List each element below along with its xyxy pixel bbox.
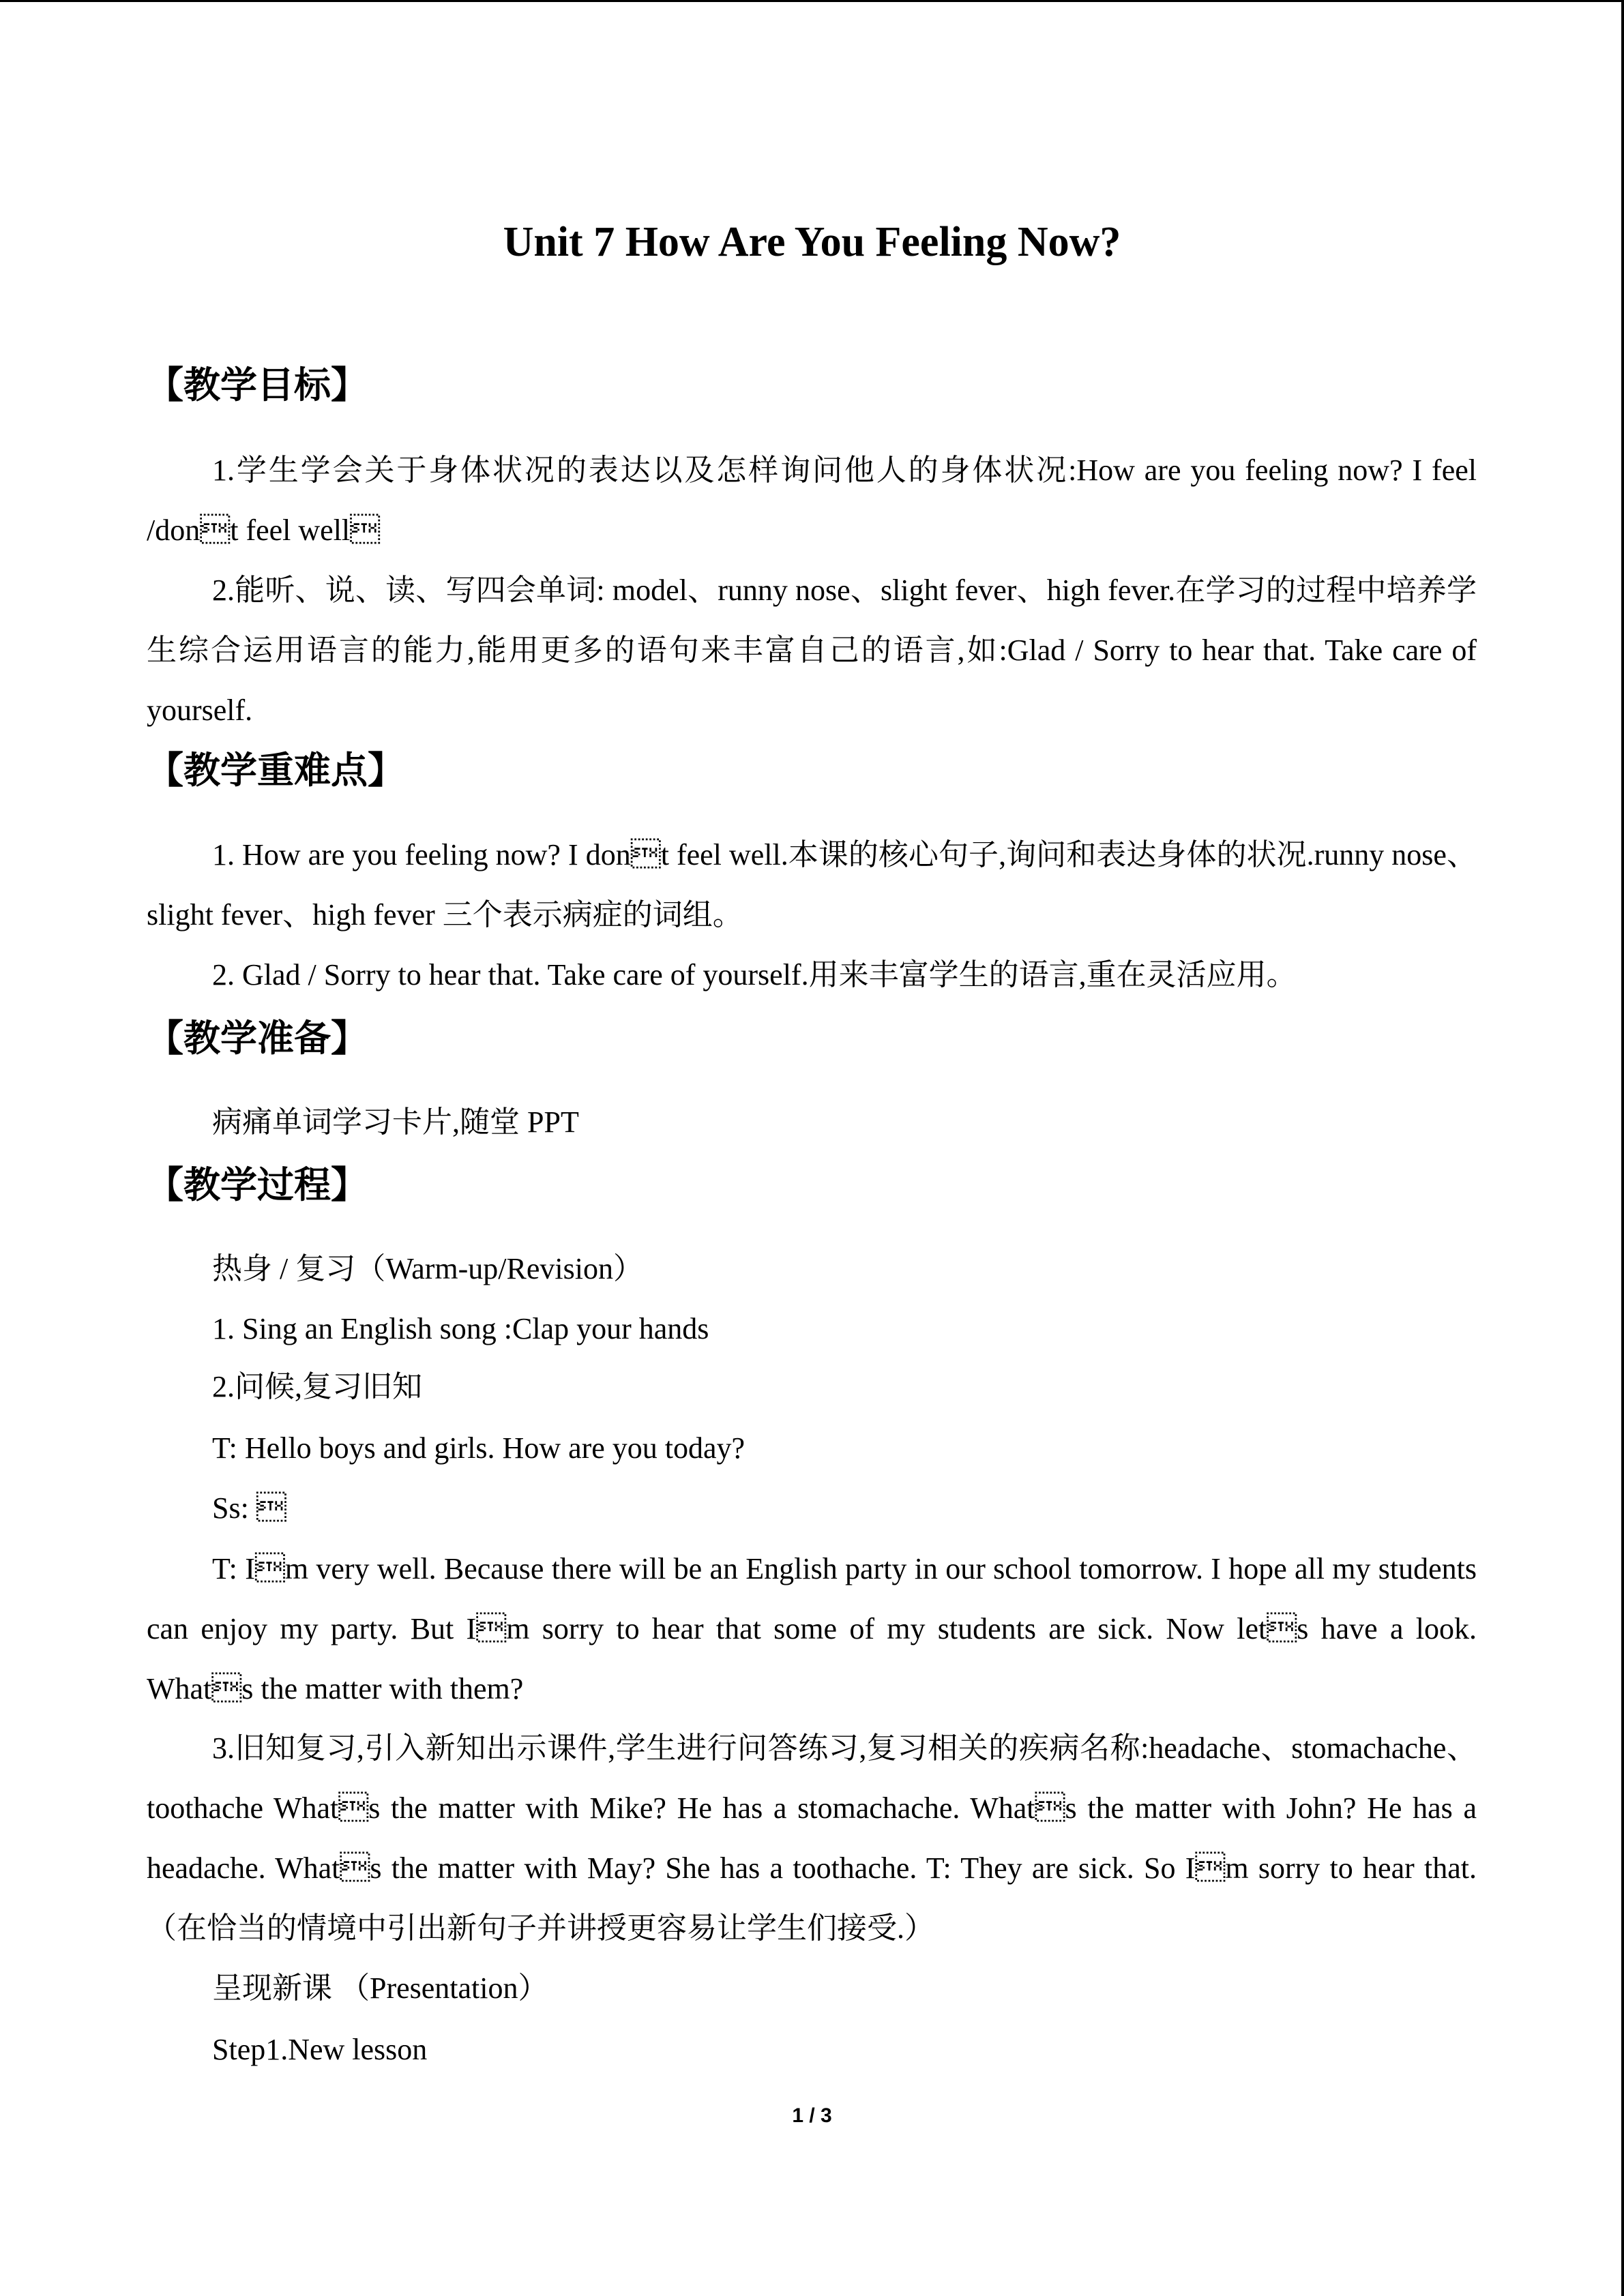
process-teacher-line-1: T: Hello boys and girls. How are you today?	[212, 1431, 745, 1465]
process-step-review: 3.旧知复习,引入新知出示课件,学生进行问答练习,复习相关的疾病名称:headache、stomachache、toothache Whats the matter with Mike? He has a stomachache. Whats the matter with John? He has a headache. Whats the matter with May? She has a toothache. T: They are sick. So Im sorry to hear that. （在恰当的情境中引出新句子并讲授更容易让学生们接受.）	[147, 1731, 1477, 1945]
key-points-paragraph-1: 1. How are you feeling now? I dont feel well.本课的核心句子,询问和表达身体的状况.runny nose、slight fever、high fever 三个表示病症的词组。	[147, 838, 1477, 931]
section-heading-preparation: 【教学准备】	[147, 1017, 368, 1060]
preparation-paragraph: 病痛单词学习卡片,随堂 PPT	[212, 1105, 579, 1139]
page-number: 1 / 3	[792, 2104, 832, 2127]
key-points-paragraph-2: 2. Glad / Sorry to hear that. Take care of yourself.用来丰富学生的语言,重在灵活应用。	[212, 958, 1297, 992]
section-heading-objectives: 【教学目标】	[147, 363, 368, 406]
objectives-paragraph-2: 2.能听、说、读、写四会单词: model、runny nose、slight fever、high fever.在学习的过程中培养学生综合运用语言的能力,能用更多的语句来丰富自己的语言,如:Glad / Sorry to hear that. Take care of yourself.	[147, 573, 1477, 727]
process-presentation-label: 呈现新课 （Presentation）	[212, 1971, 548, 2005]
process-step-new-lesson: Step1.New lesson	[212, 2033, 428, 2066]
objectives-paragraph-1: 1.学生学会关于身体状况的表达以及怎样询问他人的身体状况:How are you feeling now? I feel /dont feel well	[147, 453, 1477, 547]
process-teacher-line-2: T: Im very well. Because there will be an English party in our school tomorrow. I hope all my students can enjoy my party. But Im sorry to hear that some of my students are sick. Now lets have a look. Whats the matter with them?	[147, 1552, 1477, 1705]
process-students-line: Ss: 	[212, 1491, 286, 1525]
process-step-song: 1. Sing an English song :Clap your hands	[212, 1312, 709, 1345]
process-warmup-label: 热身 / 复习（Warm-up/Revision）	[212, 1252, 643, 1285]
document-title: Unit 7 How Are You Feeling Now?	[503, 219, 1121, 265]
section-heading-process: 【教学过程】	[147, 1163, 368, 1206]
process-step-greeting: 2.问候,复习旧知	[212, 1370, 422, 1403]
section-heading-key-points: 【教学重难点】	[147, 749, 404, 792]
